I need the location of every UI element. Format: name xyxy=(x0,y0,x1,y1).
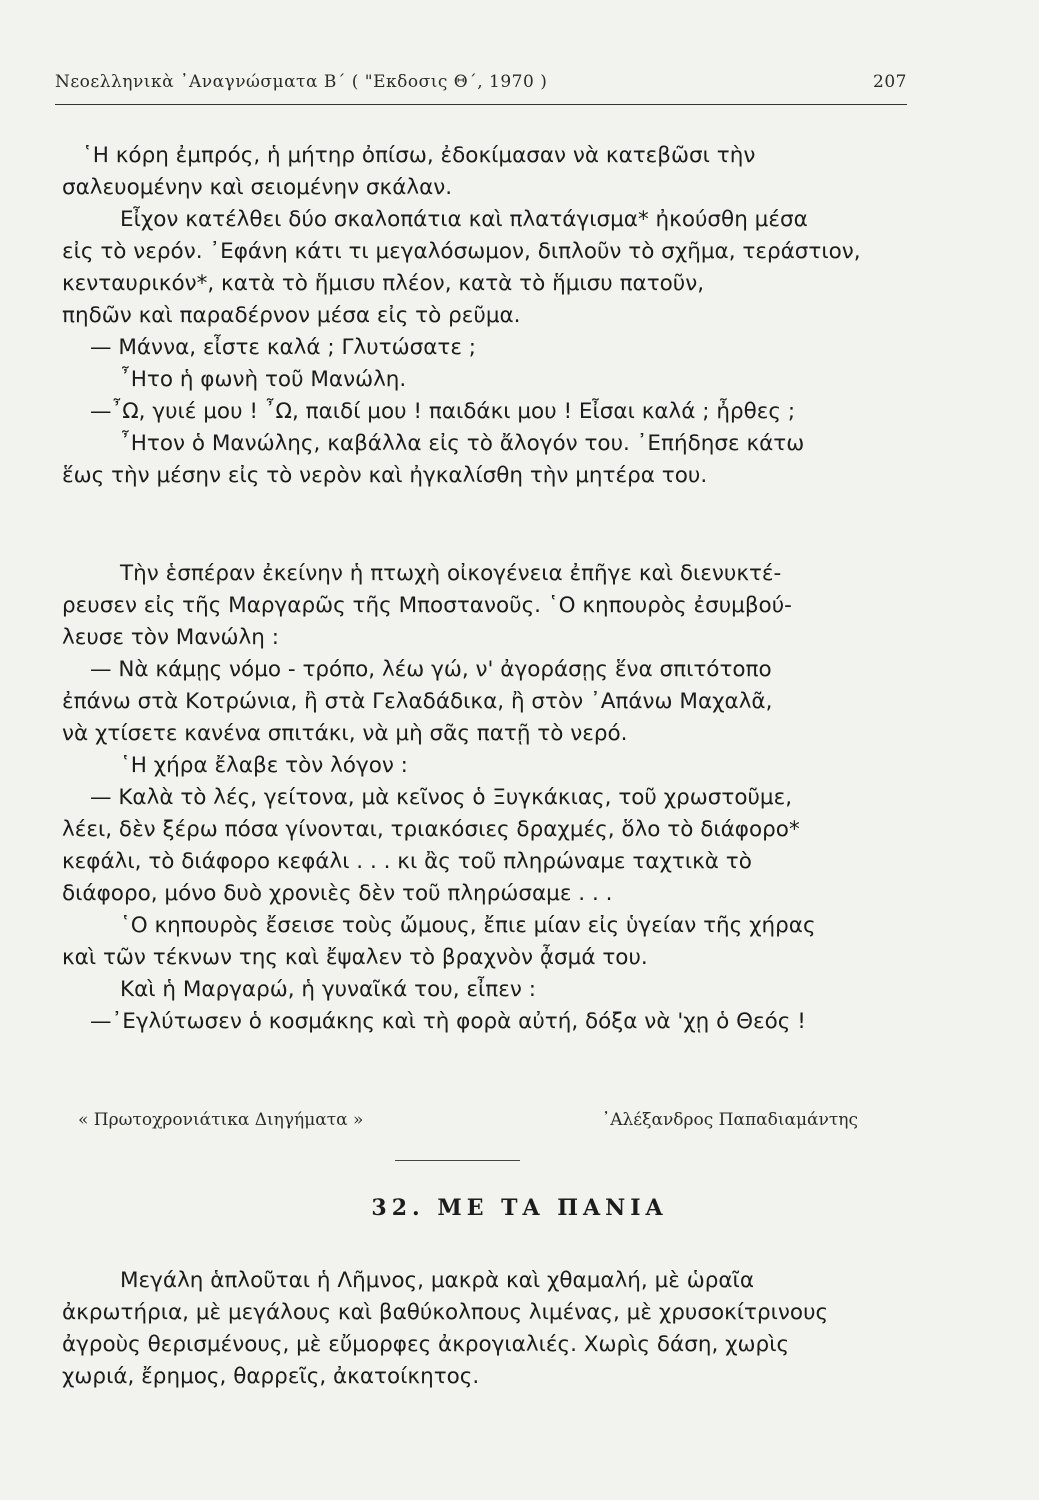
text-line: Μεγάλη ἁπλοῦται ἡ Λῆμνος, μακρὰ καὶ χθαμαλή, μὲ ὡραῖα xyxy=(120,1268,754,1293)
dialogue-line: — Νὰ κάμῃς νόμο - τρόπο, λέω γώ, ν' ἀγοράσῃς ἕνα σπιτότοπο xyxy=(90,657,772,682)
header-rule xyxy=(55,104,907,105)
text-line: ῾Η κόρη ἐμπρός, ἡ μήτηρ ὀπίσω, ἐδοκίμασαν νὰ κατεβῶσι τὴν xyxy=(82,143,756,168)
text-line: Τὴν ἑσπέραν ἐκείνην ἡ πτωχὴ οἰκογένεια ἐπῆγε καὶ διενυκτέ- xyxy=(120,561,782,586)
attribution-author: ᾿Αλέξανδρος Παπαδιαμάντης xyxy=(601,1110,858,1130)
story-text-part-1 xyxy=(62,140,904,492)
text-line: ἕως τὴν μέσην εἰς τὸ νερὸν καὶ ἠγκαλίσθη τὴν μητέρα του. xyxy=(62,463,708,488)
dialogue-line: — Καλὰ τὸ λές, γείτονα, μὰ κεῖνος ὁ Ξυγκάκιας, τοῦ χρωστοῦμε, xyxy=(90,785,793,810)
text-line: ρευσεν εἰς τῆς Μαργαρῶς τῆς Μποστανοῦς. ῾Ο κηπουρὸς ἐσυμβού- xyxy=(62,593,792,618)
text-line: λέει, δὲν ξέρω πόσα γίνονται, τριακόσιες δραχμές, ὅλο τὸ διάφορο* xyxy=(62,817,800,842)
dialogue-line: —᾿Εγλύτωσεν ὁ κοσμάκης καὶ τὴ φορὰ αὐτή, δόξα νὰ 'χῃ ὁ Θεός ! xyxy=(90,1009,806,1034)
text-line: Καὶ ἡ Μαργαρώ, ἡ γυναῖκά του, εἶπεν : xyxy=(120,977,536,1002)
page-number: 207 xyxy=(873,72,907,92)
text-line: εἰς τὸ νερόν. ᾿Εφάνη κάτι τι μεγαλόσωμον, διπλοῦν τὸ σχῆμα, τεράστιον, xyxy=(62,239,861,264)
text-line: κενταυρικόν*, κατὰ τὸ ἥμισυ πλέον, κατὰ τὸ ἥμισυ πατοῦν, xyxy=(62,271,705,296)
section-heading: 32. ΜΕ ΤΑ ΠΑΝΙΑ xyxy=(371,1195,668,1221)
text-line: Εἶχον κατέλθει δύο σκαλοπάτια καὶ πλατάγισμα* ἠκούσθη μέσα xyxy=(120,207,808,232)
header-title: Νεοελληνικὰ ᾿Αναγνώσματα Β΄ ( "Εκδοσις Θ΄, 1970 ) xyxy=(55,72,548,92)
text-line: πηδῶν καὶ παραδέρνον μέσα εἰς τὸ ρεῦμα. xyxy=(62,303,521,328)
text-line: ἀκρωτήρια, μὲ μεγάλους καὶ βαθύκολπους λιμένας, μὲ χρυσοκίτρινους xyxy=(62,1300,829,1325)
dialogue-line: —῏Ω, γυιέ μου ! ῏Ω, παιδί μου ! παιδάκι μου ! Εἶσαι καλά ; ἦρθες ; xyxy=(90,399,796,424)
attribution xyxy=(78,1110,858,1140)
text-line: ῾Ο κηπουρὸς ἔσεισε τοὺς ὤμους, ἔπιε μίαν εἰς ὑγείαν τῆς χήρας xyxy=(120,913,816,938)
text-line: σαλευομένην καὶ σειομένην σκάλαν. xyxy=(62,175,453,200)
text-line: ῏Ητο ἡ φωνὴ τοῦ Μανώλη. xyxy=(120,367,407,392)
section-text xyxy=(62,1265,904,1393)
dialogue-line: — Μάννα, εἶστε καλά ; Γλυτώσατε ; xyxy=(90,335,477,360)
text-line: λευσε τὸν Μανώλη : xyxy=(62,625,279,650)
separator-rule xyxy=(395,1160,520,1161)
text-line: καὶ τῶν τέκνων της καὶ ἔψαλεν τὸ βραχνὸν ᾆσμά του. xyxy=(62,945,648,970)
text-line: ἐπάνω στὰ Κοτρώνια, ἢ στὰ Γελαδάδικα, ἢ στὸν ᾿Απάνω Μαχαλᾶ, xyxy=(62,689,773,714)
running-header xyxy=(55,72,907,98)
text-line: κεφάλι, τὸ διάφορο κεφάλι . . . κι ἂς τοῦ πληρώναμε ταχτικὰ τὸ xyxy=(62,849,752,874)
text-line: ῏Ητον ὁ Μανώλης, καβάλλα εἰς τὸ ἄλογόν του. ᾿Επήδησε κάτω xyxy=(120,431,805,456)
attribution-source: « Πρωτοχρονιάτικα Διηγήματα » xyxy=(78,1110,364,1130)
text-line: διάφορο, μόνο δυὸ χρονιὲς δὲν τοῦ πληρώσαμε . . . xyxy=(62,881,613,906)
story-text-part-2 xyxy=(62,558,904,1038)
text-line: χωριά, ἔρημος, θαρρεῖς, ἀκατοίκητος. xyxy=(62,1364,480,1389)
text-line: νὰ χτίσετε κανένα σπιτάκι, νὰ μὴ σᾶς πατῇ τὸ νερό. xyxy=(62,721,628,746)
text-line: ῾Η χήρα ἔλαβε τὸν λόγον : xyxy=(120,753,408,778)
text-line: ἀγροὺς θερισμένους, μὲ εὔμορφες ἀκρογιαλιές. Χωρὶς δάση, χωρὶς xyxy=(62,1332,790,1357)
